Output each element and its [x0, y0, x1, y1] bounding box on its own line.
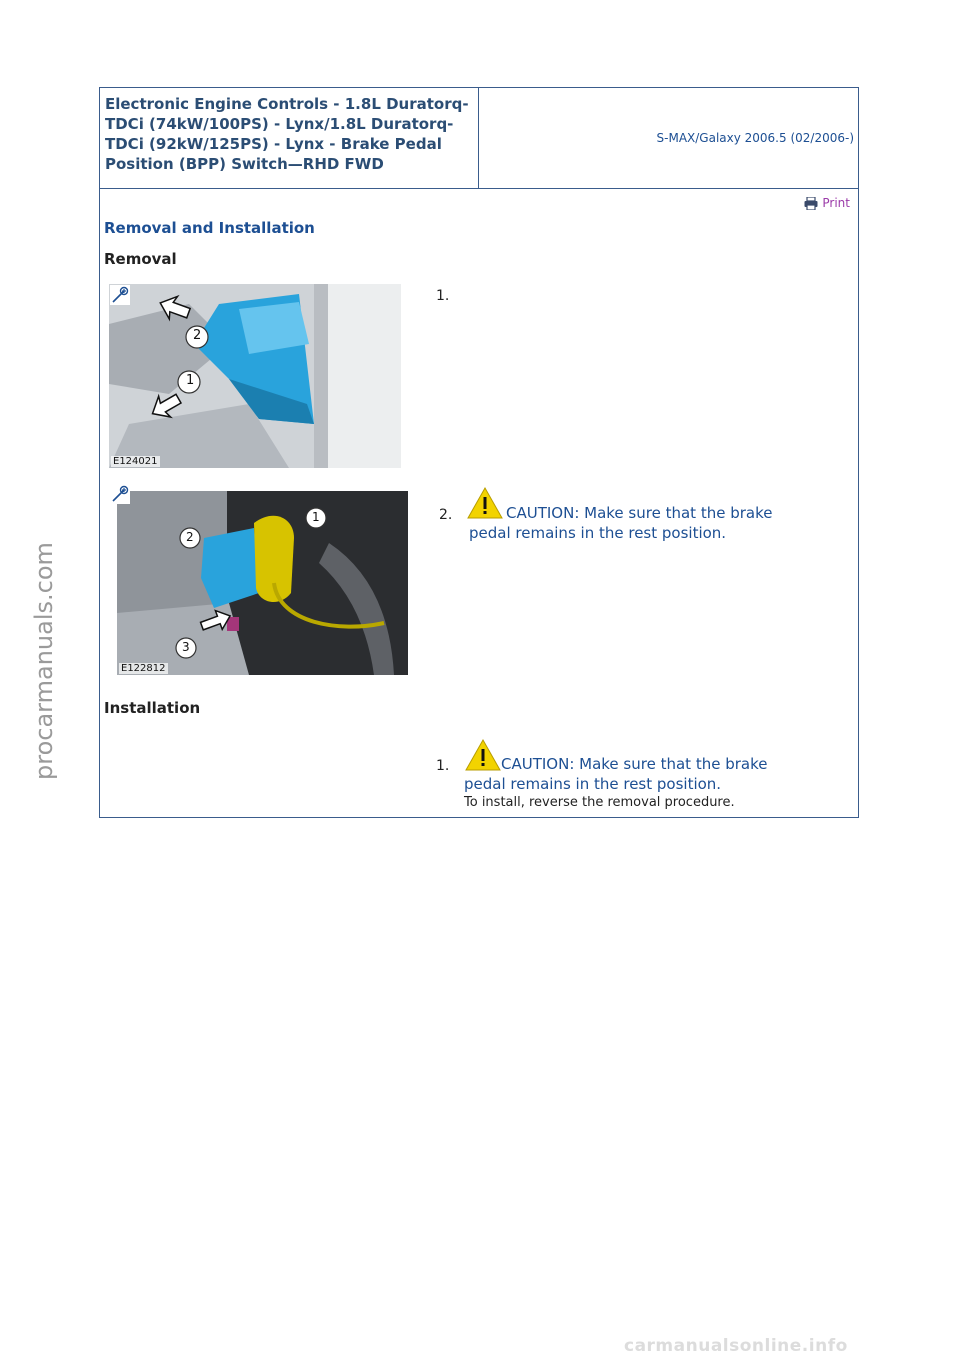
printer-icon: [804, 197, 818, 210]
procedure-frame: [99, 87, 859, 818]
arrow-right-icon: [199, 609, 233, 633]
side-watermark-text: procarmanuals.com: [30, 542, 58, 780]
section-title: Removal and Installation: [104, 219, 315, 237]
removal-step-2-number: 2.: [439, 507, 453, 523]
installation-step-1-text: To install, reverse the removal procedure.: [464, 795, 735, 810]
removal-heading: Removal: [104, 250, 177, 268]
arrow-up-icon: [157, 294, 191, 324]
installation-step-1-caution: CAUTION: Make sure that the brake pedal remains in the rest position.: [464, 755, 768, 793]
page-title: Electronic Engine Controls - 1.8L Duratorq-TDCi (74kW/100PS) - Lynx/1.8L Duratorq-TDCi (92kW/125PS) - Lynx - Brake Pedal Position (BPP) Switch—RHD FWD: [100, 88, 479, 188]
brake-trim-illustration: [109, 284, 401, 468]
print-button[interactable]: [804, 196, 850, 210]
callout-2-label: 2: [193, 328, 202, 343]
vehicle-model: S-MAX/Galaxy 2006.5 (02/2006-): [656, 131, 854, 145]
side-watermark: [2, 520, 58, 780]
removal-step-1-number: 1.: [436, 288, 450, 304]
installation-heading: Installation: [104, 699, 201, 717]
header-row: [100, 88, 858, 189]
callout-2-label: 2: [186, 530, 194, 544]
callout-3-label: 3: [182, 640, 190, 654]
arrow-down-icon: [149, 392, 183, 422]
removal-figure-1[interactable]: [109, 284, 401, 468]
zoom-icon[interactable]: [110, 285, 130, 305]
callout-1-label: 1: [312, 510, 320, 524]
figure-label: E122812: [121, 663, 166, 674]
removal-figure-2[interactable]: [109, 483, 408, 675]
bpp-switch-illustration: [109, 483, 408, 675]
installation-step-1-number: 1.: [436, 758, 450, 774]
print-label: Print: [822, 196, 850, 210]
figure-label: E124021: [113, 456, 158, 467]
removal-step-2-caution: CAUTION: Make sure that the brake pedal remains in the rest position.: [469, 504, 773, 542]
zoom-icon[interactable]: [110, 484, 130, 504]
bottom-watermark: carmanualsonline.info: [624, 1336, 848, 1356]
callout-1-label: 1: [186, 373, 195, 388]
